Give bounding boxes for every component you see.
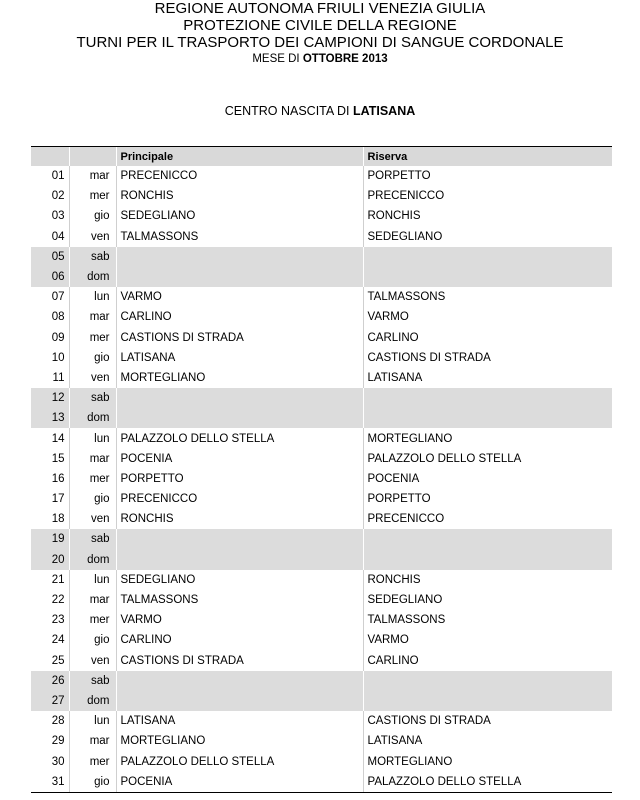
principale-cell: CASTIONS DI STRADA bbox=[116, 651, 363, 671]
table-row bbox=[31, 590, 612, 610]
weekday-cell: gio bbox=[69, 489, 116, 509]
weekday-cell: dom bbox=[69, 550, 116, 570]
weekday-cell: mer bbox=[69, 328, 116, 348]
weekday-cell: ven bbox=[69, 368, 116, 388]
day-cell: 27 bbox=[31, 691, 69, 711]
table-body bbox=[31, 166, 612, 792]
table-row bbox=[31, 166, 612, 186]
riserva-cell: TALMASSONS bbox=[363, 610, 612, 630]
riserva-cell: PORPETTO bbox=[363, 489, 612, 509]
day-cell: 06 bbox=[31, 267, 69, 287]
principale-cell: RONCHIS bbox=[116, 186, 363, 206]
column-header-principale: Principale bbox=[116, 147, 363, 167]
principale-cell: LATISANA bbox=[116, 711, 363, 731]
day-cell: 18 bbox=[51, 513, 65, 526]
day-cell: 09 bbox=[51, 331, 65, 344]
weekday-cell: sab bbox=[69, 671, 116, 691]
table-row bbox=[31, 227, 612, 247]
riserva-cell: PORPETTO bbox=[363, 166, 612, 186]
weekday-cell: dom bbox=[69, 408, 116, 428]
day-cell: 29 bbox=[51, 735, 65, 748]
riserva-cell: RONCHIS bbox=[363, 206, 612, 226]
weekday-cell: dom bbox=[69, 267, 116, 287]
weekday-cell: lun bbox=[69, 287, 116, 307]
weekday-cell: gio bbox=[69, 630, 116, 650]
riserva-cell: LATISANA bbox=[363, 368, 612, 388]
table-row bbox=[31, 428, 612, 448]
day-cell: 04 bbox=[51, 230, 65, 243]
day-cell: 25 bbox=[51, 654, 65, 667]
riserva-cell: TALMASSONS bbox=[363, 287, 612, 307]
table-row bbox=[31, 691, 612, 711]
riserva-cell bbox=[363, 267, 612, 287]
month-line bbox=[0, 51, 640, 67]
table-row bbox=[31, 307, 612, 327]
table-row bbox=[31, 247, 612, 267]
riserva-cell: MORTEGLIANO bbox=[363, 428, 612, 448]
table-row bbox=[31, 711, 612, 731]
principale-cell: PORPETTO bbox=[116, 469, 363, 489]
day-cell: 14 bbox=[51, 432, 65, 445]
day-cell: 15 bbox=[51, 452, 65, 465]
riserva-cell: PRECENICCO bbox=[363, 509, 612, 529]
day-cell: 11 bbox=[52, 371, 65, 384]
birth-center-title bbox=[0, 103, 640, 119]
principale-cell: MORTEGLIANO bbox=[116, 731, 363, 751]
principale-cell: PALAZZOLO DELLO STELLA bbox=[116, 751, 363, 771]
weekday-cell: sab bbox=[69, 529, 116, 549]
table-row bbox=[31, 489, 612, 509]
table-row bbox=[31, 772, 612, 793]
weekday-cell: mar bbox=[69, 449, 116, 469]
weekday-cell: ven bbox=[69, 651, 116, 671]
principale-cell: PRECENICCO bbox=[116, 166, 363, 186]
day-cell: 26 bbox=[31, 671, 69, 691]
day-cell: 17 bbox=[51, 493, 65, 506]
riserva-cell: CASTIONS DI STRADA bbox=[363, 348, 612, 368]
table-row bbox=[31, 368, 612, 388]
principale-cell: LATISANA bbox=[116, 348, 363, 368]
principale-cell bbox=[116, 408, 363, 428]
table-row bbox=[31, 348, 612, 368]
day-cell: 23 bbox=[51, 614, 65, 627]
principale-cell bbox=[116, 671, 363, 691]
day-cell: 20 bbox=[31, 550, 69, 570]
riserva-cell: PALAZZOLO DELLO STELLA bbox=[363, 772, 612, 793]
principale-cell: TALMASSONS bbox=[116, 590, 363, 610]
birth-center-name: LATISANA bbox=[353, 104, 416, 118]
weekday-cell: mar bbox=[69, 166, 116, 186]
weekday-cell: gio bbox=[69, 348, 116, 368]
agency-title: PROTEZIONE CIVILE DELLA REGIONE bbox=[183, 17, 457, 34]
day-cell: 02 bbox=[51, 190, 65, 203]
document-title: TURNI PER IL TRASPORTO DEI CAMPIONI DI SANGUE CORDONALE bbox=[76, 34, 564, 51]
principale-cell: CARLINO bbox=[116, 307, 363, 327]
day-cell: 24 bbox=[51, 634, 65, 647]
column-header-day bbox=[31, 147, 69, 167]
table-row bbox=[31, 731, 612, 751]
day-cell: 08 bbox=[51, 311, 65, 324]
principale-cell: SEDEGLIANO bbox=[116, 206, 363, 226]
weekday-cell: mar bbox=[69, 307, 116, 327]
table-row bbox=[31, 630, 612, 650]
table-row bbox=[31, 287, 612, 307]
weekday-cell: gio bbox=[69, 772, 116, 793]
day-cell: 31 bbox=[31, 772, 69, 793]
day-cell: 03 bbox=[51, 210, 65, 223]
principale-cell bbox=[116, 388, 363, 408]
riserva-cell: VARMO bbox=[363, 307, 612, 327]
riserva-cell: LATISANA bbox=[363, 731, 612, 751]
day-cell: 12 bbox=[31, 388, 69, 408]
weekday-cell: sab bbox=[69, 247, 116, 267]
riserva-cell bbox=[363, 691, 612, 711]
riserva-cell: PALAZZOLO DELLO STELLA bbox=[363, 449, 612, 469]
table-row bbox=[31, 449, 612, 469]
principale-cell: TALMASSONS bbox=[116, 227, 363, 247]
weekday-cell: mer bbox=[69, 610, 116, 630]
riserva-cell: VARMO bbox=[363, 630, 612, 650]
principale-cell: POCENIA bbox=[116, 772, 363, 793]
month-value: OTTOBRE 2013 bbox=[302, 53, 388, 65]
table-row bbox=[31, 671, 612, 691]
table-row bbox=[31, 570, 612, 590]
weekday-cell: ven bbox=[69, 509, 116, 529]
table-row bbox=[31, 529, 612, 549]
table-row bbox=[31, 751, 612, 771]
principale-cell: RONCHIS bbox=[116, 509, 363, 529]
riserva-cell bbox=[363, 247, 612, 267]
weekday-cell: lun bbox=[69, 570, 116, 590]
table-row bbox=[31, 388, 612, 408]
day-cell: 05 bbox=[31, 247, 69, 267]
principale-cell: VARMO bbox=[116, 287, 363, 307]
weekday-cell: dom bbox=[69, 691, 116, 711]
column-header-weekday bbox=[69, 147, 116, 167]
riserva-cell: SEDEGLIANO bbox=[363, 227, 612, 247]
riserva-cell: RONCHIS bbox=[363, 570, 612, 590]
column-header-riserva: Riserva bbox=[363, 147, 612, 167]
table-header-row bbox=[31, 147, 612, 167]
day-cell: 07 bbox=[51, 291, 65, 304]
region-title: REGIONE AUTONOMA FRIULI VENEZIA GIULIA bbox=[154, 0, 486, 17]
weekday-cell: sab bbox=[69, 388, 116, 408]
table-row bbox=[31, 469, 612, 489]
riserva-cell bbox=[363, 408, 612, 428]
day-cell: 01 bbox=[51, 170, 65, 183]
day-cell: 30 bbox=[51, 755, 65, 768]
riserva-cell bbox=[363, 529, 612, 549]
weekday-cell: ven bbox=[69, 227, 116, 247]
principale-cell: VARMO bbox=[116, 610, 363, 630]
day-cell: 22 bbox=[51, 594, 65, 607]
riserva-cell bbox=[363, 671, 612, 691]
table-row bbox=[31, 550, 612, 570]
principale-cell bbox=[116, 691, 363, 711]
riserva-cell: CARLINO bbox=[363, 651, 612, 671]
day-cell: 10 bbox=[51, 351, 65, 364]
principale-cell: CASTIONS DI STRADA bbox=[116, 328, 363, 348]
day-cell: 19 bbox=[31, 529, 69, 549]
weekday-cell: lun bbox=[69, 428, 116, 448]
principale-cell: PALAZZOLO DELLO STELLA bbox=[116, 428, 363, 448]
principale-cell bbox=[116, 247, 363, 267]
shift-table bbox=[31, 146, 612, 793]
riserva-cell: PRECENICCO bbox=[363, 186, 612, 206]
riserva-cell bbox=[363, 388, 612, 408]
weekday-cell: gio bbox=[69, 206, 116, 226]
weekday-cell: mer bbox=[69, 751, 116, 771]
table-row bbox=[31, 408, 612, 428]
weekday-cell: mer bbox=[69, 186, 116, 206]
birth-center-label: CENTRO NASCITA DI bbox=[224, 104, 350, 118]
principale-cell bbox=[116, 550, 363, 570]
day-cell: 28 bbox=[51, 715, 65, 728]
table-row bbox=[31, 328, 612, 348]
principale-cell: MORTEGLIANO bbox=[116, 368, 363, 388]
day-cell: 21 bbox=[51, 573, 65, 586]
principale-cell: CARLINO bbox=[116, 630, 363, 650]
table-row bbox=[31, 186, 612, 206]
day-cell: 16 bbox=[51, 472, 65, 485]
riserva-cell: SEDEGLIANO bbox=[363, 590, 612, 610]
riserva-cell: POCENIA bbox=[363, 469, 612, 489]
table-row bbox=[31, 651, 612, 671]
table-row bbox=[31, 610, 612, 630]
riserva-cell: CARLINO bbox=[363, 328, 612, 348]
weekday-cell: mar bbox=[69, 731, 116, 751]
principale-cell: PRECENICCO bbox=[116, 489, 363, 509]
principale-cell: SEDEGLIANO bbox=[116, 570, 363, 590]
riserva-cell: MORTEGLIANO bbox=[363, 751, 612, 771]
principale-cell: POCENIA bbox=[116, 449, 363, 469]
document-header bbox=[0, 0, 640, 67]
riserva-cell bbox=[363, 550, 612, 570]
month-label: MESE DI bbox=[252, 53, 300, 65]
principale-cell bbox=[116, 529, 363, 549]
weekday-cell: mar bbox=[69, 590, 116, 610]
weekday-cell: lun bbox=[69, 711, 116, 731]
table-row bbox=[31, 267, 612, 287]
riserva-cell: CASTIONS DI STRADA bbox=[363, 711, 612, 731]
principale-cell bbox=[116, 267, 363, 287]
weekday-cell: mer bbox=[69, 469, 116, 489]
table-row bbox=[31, 206, 612, 226]
day-cell: 13 bbox=[31, 408, 69, 428]
table-row bbox=[31, 509, 612, 529]
